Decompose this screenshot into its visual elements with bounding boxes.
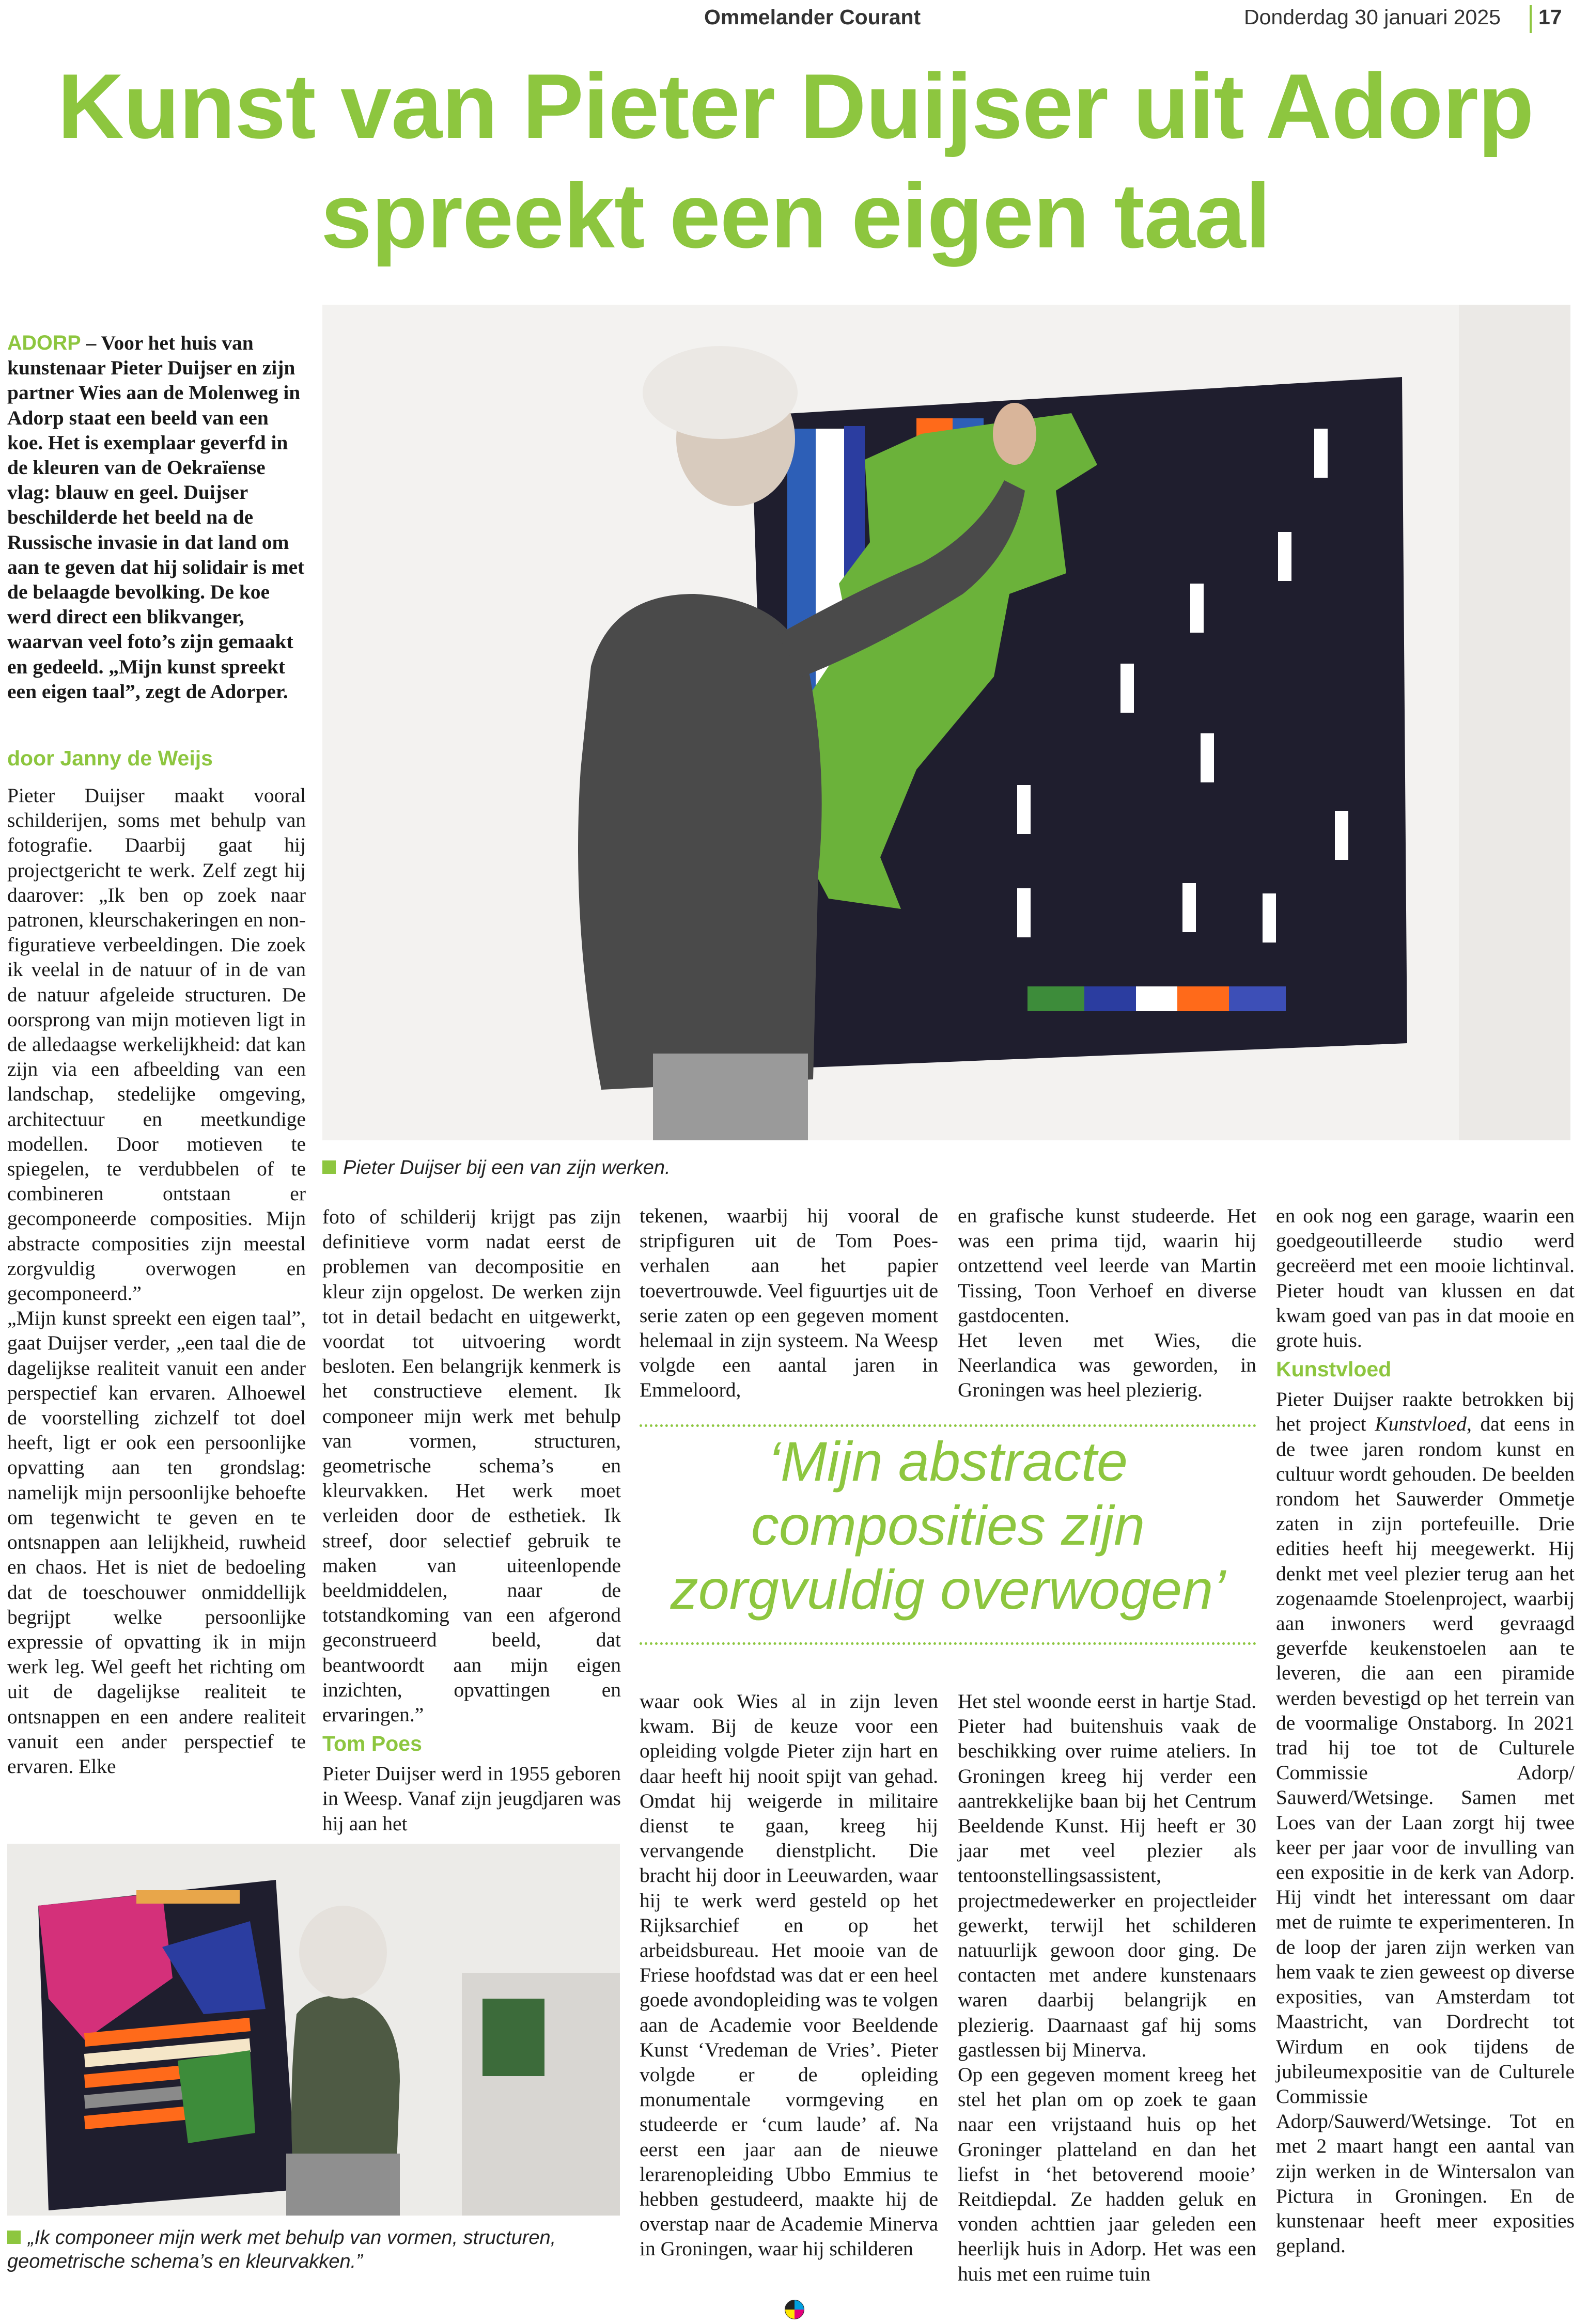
page-number: 17 [1538, 5, 1562, 29]
body-column-3-top [640, 1203, 938, 1403]
article-intro [7, 331, 306, 704]
caption-text: Pieter Duijser bij een van zijn werken. [343, 1157, 671, 1179]
body-paragraph [1276, 1387, 1575, 2258]
body-paragraph: waar ook Wies al in zijn leven kwam. Bij de keuze voor een opleiding volgde Pieter zijn hart en daar heeft hij nooit spijt van gehad. Omdat hij weigerde in militaire dienst te gaan, kreeg hij vervangende dienstplicht. Die bracht hij door in Leeuwarden, waar hij te werk werd gesteld op het Rijksarchief en op het arbeidsbureau. Het mooie van de Friese hoofdstad was dat er een heel goede avondopleiding was te volgen aan de Academie voor Beeldende Kunst ‘Vredeman de Vries’. Pieter volgde er de opleiding monumentale vormgeving en studeerde er ‘cum laude’ af. Na eerst een jaar aan de nieuwe lerarenopleiding Ubbo Emmius te hebben gestudeerd, maakte hij de overstap naar de Academie Minerva in Groningen, waar hij schilderen [640, 1690, 938, 2260]
body-column-5 [1276, 1203, 1575, 2258]
caption-marker-icon [322, 1160, 336, 1174]
second-photo [7, 1844, 620, 2216]
issue-date: Donderdag 30 januari 2025 [1244, 5, 1501, 29]
body-paragraph: „Mijn kunst spreekt een eigen taal”, gaat Duijser verder, „een taal die de dagelijkse realiteit vanuit een ander perspectief kan ervaren. Alhoewel de voorstelling zichzelf tot doel heeft, ligt er ook een persoonlijke opvatting aan ten grondslag: namelijk mijn persoonlijke behoefte om tegenwicht te geven en te ontsnappen aan lelijkheid, ruwheid en chaos. Het is niet de bedoeling dat de toeschouwer onmiddellijk begrijpt welke persoonlijke expressie of opvatting ik in mijn werk leg. Wel geeft het richting om uit de dagelijkse realiteit te ontsnappen en een andere realiteit vanuit een ander perspectief te ervaren. Elke [7, 1307, 306, 1778]
byline: door Janny de Weijs [7, 746, 213, 770]
caption-marker-icon [7, 2231, 21, 2244]
print-register-mark-icon [784, 2299, 805, 2320]
body-column-4-top [958, 1203, 1256, 1403]
body-paragraph: en grafische kunst studeerde. Het was een prima tijd, waarin hij ontzettend veel leerde van Martin Tissing, Toon Verhoef en diverse gastdocenten. [958, 1204, 1256, 1327]
body-paragraph: Pieter Duijser maakt vooral schilderijen, soms met behulp van fotografie. Daarbij gaat hij projectgericht te werk. Zelf zegt hij daarover: „Ik ben op zoek naar patronen, kleurschakeringen en non-figuratieve verbeeldingen. Die zoek ik veelal in de natuur of in de van de natuur afgeleide structuren. De oorsprong van mijn motieven ligt in de alledaagse werkelijkheid: dat kan zijn via een afbeelding van een landschap, stedelijke omgeving, architectuur en meetkundige modellen. Door motieven te spiegelen, te verdubbelen of te combineren ontstaan er gecomponeerde composities. Mijn abstracte composities zijn meestal zorgvuldig overwogen en gecomponeerd.” [7, 784, 306, 1305]
article-headline: Kunst van Pieter Duijser uit Adorp spreekt een eigen taal [57, 55, 1534, 267]
intro-text: – Voor het huis van kunstenaar Pieter Duijser en zijn partner Wies aan de Molenweg in Adorp staat een beeld van een koe. Het is exemplaar geverfd in de kleuren van de Oekraïense vlag: blauw en geel. Duijser beschilderde het beeld na de Russische invasie in dat land om aan te geven dat hij solidair is met de belaagde bevolking. De koe werd direct een blikvanger, waarvan veel foto’s zijn gemaakt en gedeeld. „Mijn kunst spreekt een eigen taal”, zegt de Adorper. [7, 332, 305, 703]
artist-painting-photo [322, 305, 1570, 1140]
body-column-3-bottom [640, 1689, 938, 2262]
body-paragraph: en ook nog een garage, waarin een goedgeoutilleerde studio werd gecreëerd met een mooie lichtinval. Pieter houdt van klussen en dat kwam goed van pas in dat mooie en grote huis. [1276, 1204, 1575, 1352]
body-paragraph: foto of schilderij krijgt pas zijn definitieve vorm nadat eerst de problemen van decompositie en kleur zijn opgelost. De werken zijn tot in detail bedacht en uitgewerkt, voordat tot uitvoering wordt besloten. Een belangrijk kenmerk is het constructieve element. Ik componeer mijn werk met behulp van vormen, structuren, geometrische schema’s en kleurvakken. Het werk moet verleiden door de esthetiek. Ik streef, door selectief gebruik te maken van uiteenlopende beeldmiddelen, naar de totstandkoming van een afgerond geconstrueerd beeld, dat beantwoordt aan mijn eigen inzichten, opvattingen en ervaringen.” [322, 1205, 621, 1726]
main-photo [322, 305, 1570, 1140]
body-paragraph: Het stel woonde eerst in hartje Stad. Pieter had buitenshuis vaak de beschikking over ruime ateliers. In Groningen kreeg hij verder een aantrekkelijke baan bij het Centrum Beeldende Kunst. Hij heeft er 30 jaar met veel plezier als tentoonstellingsassistent, projectmedewerker en projectleider gewerkt, terwijl het schilderen natuurlijk gewoon door ging. De contacten met andere kunstenaars waren daarbij belangrijk en plezierig. Daarnaast gaf hij soms gastlessen bij Minerva. [958, 1690, 1256, 2061]
paragraph-end: , dat eens in de twee jaren rondom kunst en cultuur wordt gehouden. De beelden rondom het Sauwerder Ommetje zaten in zijn portefeuille. Drie edities heeft hij meegewerkt. Hij denkt met veel plezier terug aan het zogenaamde Stoelenproject, waarbij aan inwoners werd gevraagd geverfde keukenstoelen aan te leveren, die aan een piramide werden bevestigd op het terrein van de voormalige Onstaborg. In 2021 trad hij toe tot de Culturele Commissie Adorp/ Sauwerd/Wetsinge. Samen met Loes van der Laan zorgt hij twee keer per jaar voor de invulling van een expositie in de kerk van Adorp. Hij vindt het interessant om daar met de ruimte te experimenteren. In de loop der jaren zijn werken van hem vaak te zien geweest op diverse exposities, van Amsterdam tot Maastricht, van Dordrecht tot Wirdum en ook tijdens de jubileumexpositie van de Culturele Commissie Adorp/Sauwerd/Wetsinge. Tot en met 2 maart hangt een aantal van zijn werken in de Wintersalon van Pictura in Groningen. En de kunstenaar heeft meer exposities gepland. [1276, 1412, 1575, 2257]
masthead [25, 0, 1564, 41]
caption-text: „Ik componeer mijn werk met behulp van vormen, structuren, geometrische schema’s en kleurvakken.” [7, 2227, 556, 2272]
pull-quote-rule-top [640, 1424, 1256, 1427]
body-paragraph: Pieter Duijser werd in 1955 geboren in Weesp. Vanaf zijn jeugdjaren was hij aan het [322, 1762, 621, 1835]
body-column-2 [322, 1204, 621, 1836]
section-heading-tom-poes: Tom Poes [322, 1732, 422, 1756]
page-number-divider [1530, 5, 1532, 33]
pull-quote-rule-bottom [640, 1642, 1256, 1645]
body-paragraph: tekenen, waarbij hij vooral de stripfiguren uit de Tom Poes-verhalen aan het papier toevertrouwde. Veel figuurtjes uit de serie zaten op een gegeven moment helemaal in zijn systeem. Na Weesp volgde een aantal jaren in Emmeloord, [640, 1204, 938, 1402]
body-paragraph: Op een gegeven moment kreeg het stel het plan om op zoek te gaan naar een vrijstaand huis op het Groninger platteland en dan het liefst in ‘het betoverend mooie’ Reitdiepdal. Ze hadden geluk en vonden achttien jaar geleden een heerlijk huis in Adorp. Het was een huis met een ruime tuin [958, 2063, 1256, 2285]
section-heading-kunstvloed: Kunstvloed [1276, 1357, 1392, 1381]
project-name: Kunstvloed [1375, 1412, 1467, 1436]
artist-with-canvas-photo [7, 1844, 620, 2216]
dateline: ADORP [7, 332, 81, 354]
body-column-1 [7, 783, 306, 1779]
pull-quote: ‘Mijn abstracte composities zijn zorgvuldig overwogen’ [670, 1430, 1226, 1621]
body-column-4-bottom [958, 1689, 1256, 2286]
paragraph-start: Pieter Duijser raakte betrokken bij het project [1276, 1388, 1575, 1436]
body-paragraph: Het leven met Wies, die Neerlandica was geworden, in Groningen was heel plezierig. [958, 1329, 1256, 1402]
main-photo-caption [322, 1156, 1046, 1180]
second-photo-caption [7, 2226, 620, 2273]
newspaper-name: Ommelander Courant [704, 5, 921, 29]
